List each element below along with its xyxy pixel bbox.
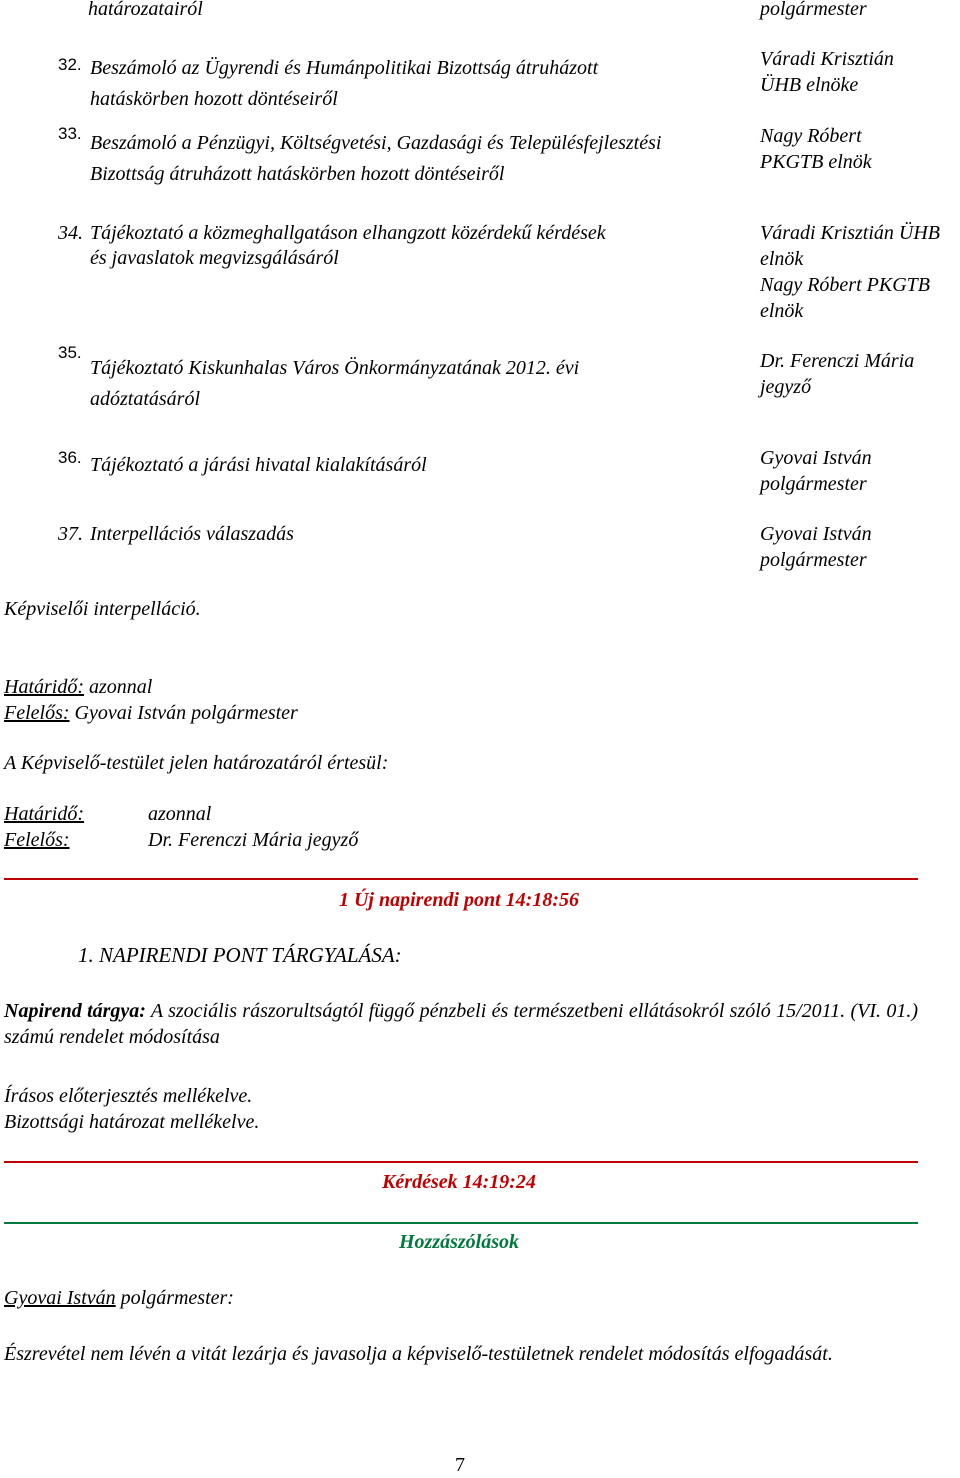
- agenda-item-title-cont: adóztatásáról: [90, 388, 201, 410]
- speech-paragraph: Észrevétel nem lévén a vitát lezárja és javasolja a képviselő-testületnek rendelet módosítás elfogadását.: [4, 1343, 833, 1365]
- page-number: 7: [455, 1454, 465, 1476]
- attachment-text: Bizottsági határozat mellékelve.: [4, 1111, 260, 1133]
- agenda-item-responsible-role: polgármester: [760, 473, 867, 495]
- responsible-label: Felelős:: [4, 702, 70, 724]
- questions-marker: Kérdések 14:19:24: [382, 1171, 536, 1193]
- red-divider: [4, 1161, 918, 1163]
- agenda-item-title: Beszámoló a Pénzügyi, Költségvetési, Gazdasági és Településfejlesztési: [90, 132, 662, 154]
- agenda-item-title: Tájékoztató a közmeghallgatáson elhangzott közérdekű kérdések: [90, 222, 606, 244]
- speaker-line: [4, 1285, 234, 1311]
- agenda-item-responsible: Váradi Krisztián ÜHB: [760, 222, 941, 244]
- agenda-item-number: 34.: [58, 222, 83, 244]
- deadline2-label: Határidő:: [4, 803, 84, 825]
- red-divider: [4, 878, 918, 880]
- subject-paragraph: [4, 998, 918, 1050]
- responsible-line: [4, 700, 298, 726]
- agenda-point-heading: 1. NAPIRENDI PONT TÁRGYALÁSA:: [78, 943, 402, 967]
- subject-label: Napirend tárgya:: [4, 1000, 146, 1022]
- agenda-top-right-text: polgármester: [760, 0, 867, 20]
- agenda-item-responsible-role: jegyző: [760, 376, 812, 398]
- agenda-item-responsible: Nagy Róbert: [760, 125, 862, 147]
- agenda-item-number: 37.: [58, 523, 83, 545]
- agenda-item-responsible: Gyovai István: [760, 523, 872, 545]
- agenda-item-number: 33.: [58, 124, 82, 143]
- agenda-item-number: 32.: [58, 55, 82, 74]
- agenda-item-number: 35.: [58, 343, 82, 362]
- agenda-item-responsible-2: Nagy Róbert PKGTB: [760, 274, 930, 296]
- responsible-value: Gyovai István polgármester: [69, 702, 298, 724]
- comments-marker: Hozzászólások: [398, 1231, 520, 1253]
- agenda-closing-text: Képviselői interpelláció.: [4, 598, 201, 620]
- attachment-text: Írásos előterjesztés mellékelve.: [4, 1085, 253, 1107]
- agenda-item-responsible-role: ÜHB elnöke: [760, 74, 859, 96]
- speaker-name: Gyovai István: [4, 1287, 116, 1309]
- agenda-item-responsible: Dr. Ferenczi Mária: [760, 350, 915, 372]
- deadline-label: Határidő:: [4, 676, 84, 698]
- responsible2-value: Dr. Ferenczi Mária jegyző: [148, 829, 359, 851]
- green-divider: [4, 1222, 918, 1224]
- deadline2-value: azonnal: [148, 803, 212, 825]
- new-item-marker: 1 Új napirendi pont 14:18:56: [338, 889, 580, 911]
- agenda-item-responsible-role: polgármester: [760, 549, 867, 571]
- agenda-item-responsible-role: elnök: [760, 248, 804, 270]
- agenda-item-number: 36.: [58, 448, 82, 467]
- subject-text: A szociális rászorultságtól függő pénzbeli és természetbeni ellátásokról szóló 15/2011. (VI. 01.) számú rendelet módosítása: [4, 1000, 919, 1048]
- deadline-line: [4, 674, 152, 700]
- deadline-value: azonnal: [84, 676, 153, 698]
- speaker-role: polgármester:: [115, 1287, 234, 1309]
- agenda-item-title: Tájékoztató Kiskunhalas Város Önkormányzatának 2012. évi: [90, 357, 580, 379]
- agenda-item-title-cont: Bizottság átruházott hatáskörben hozott döntéseiről: [90, 163, 505, 185]
- notify-text: A Képviselő-testület jelen határozatáról értesül:: [4, 752, 389, 774]
- agenda-item-title: Tájékoztató a járási hivatal kialakításáról: [90, 454, 427, 476]
- agenda-item-responsible-role: PKGTB elnök: [760, 151, 872, 173]
- agenda-item-responsible-2-role: elnök: [760, 300, 804, 322]
- agenda-item-title-cont: hatáskörben hozott döntéseiről: [90, 88, 338, 110]
- agenda-item-title: Interpellációs válaszadás: [90, 523, 294, 545]
- agenda-item-title: Beszámoló az Ügyrendi és Humánpolitikai Bizottság átruházott: [90, 57, 599, 79]
- agenda-item-title-cont: és javaslatok megvizsgálásáról: [90, 247, 339, 269]
- responsible2-label: Felelős:: [4, 829, 70, 851]
- agenda-top-left-text: határozatairól: [88, 0, 203, 20]
- agenda-item-responsible: Váradi Krisztián: [760, 48, 894, 70]
- agenda-item-responsible: Gyovai István: [760, 447, 872, 469]
